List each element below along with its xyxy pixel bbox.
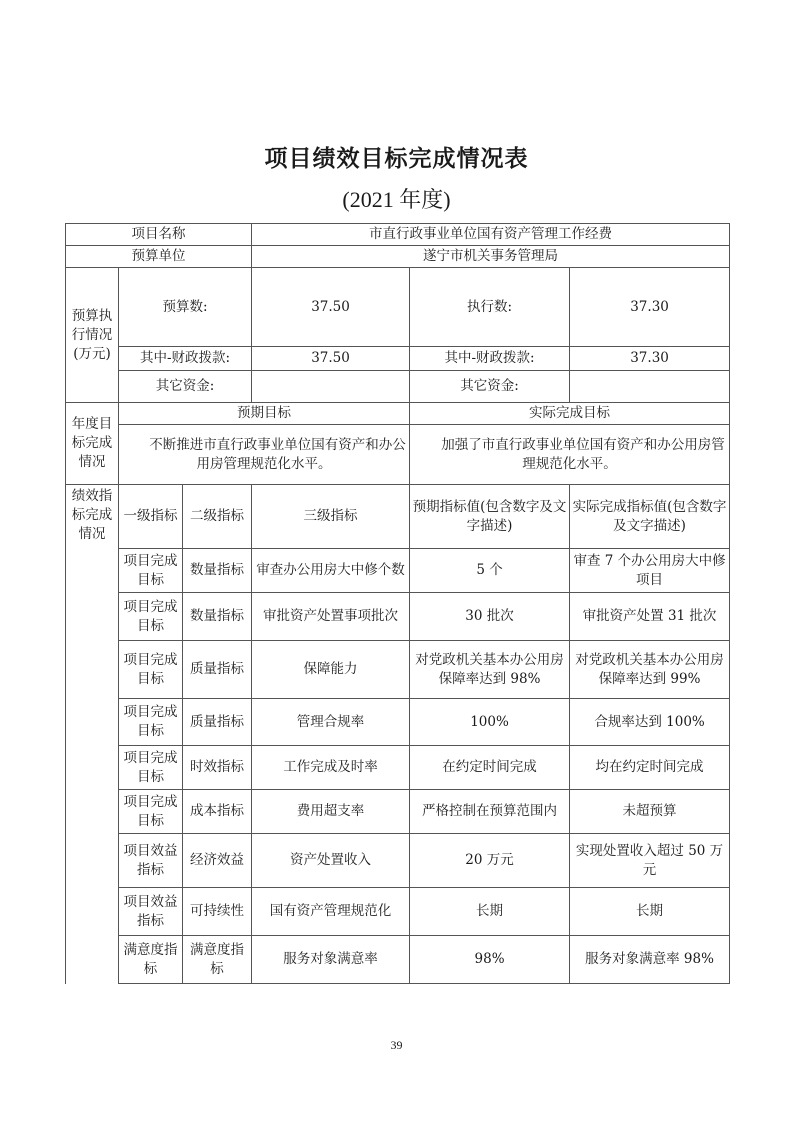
header-level3: 三级指标 [252, 485, 410, 549]
table-row [66, 549, 730, 593]
expected-cell: 长期 [410, 888, 570, 936]
expected-cell: 在约定时间完成 [410, 746, 570, 790]
table-row [66, 593, 730, 641]
level1-cell: 项目效益指标 [119, 888, 183, 936]
level2-cell: 可持续性 [183, 888, 252, 936]
level3-cell: 国有资产管理规范化 [252, 888, 410, 936]
expected-cell: 100% [410, 699, 570, 746]
level1-cell: 项目完成目标 [119, 746, 183, 790]
budget-unit-label: 预算单位 [66, 246, 252, 268]
actual-goal-text: 加强了市直行政事业单位国有资产和办公用房管理规范化水平。 [410, 425, 730, 485]
fiscal-exec-value: 37.30 [570, 347, 730, 371]
level1-cell: 项目完成目标 [119, 699, 183, 746]
other-funds-row [66, 371, 730, 403]
level3-cell: 管理合规率 [252, 699, 410, 746]
actual-cell: 对党政机关基本办公用房保障率达到 99% [570, 641, 730, 699]
table-row [66, 699, 730, 746]
performance-table [65, 223, 730, 984]
actual-cell: 均在约定时间完成 [570, 746, 730, 790]
level3-cell: 审查办公用房大中修个数 [252, 549, 410, 593]
header-actual: 实际完成指标值(包含数字及文字描述) [570, 485, 730, 549]
other-budget-label: 其它资金: [119, 371, 252, 403]
expected-cell: 98% [410, 936, 570, 984]
annual-text-row [66, 425, 730, 485]
exec-amount-value: 37.30 [570, 268, 730, 347]
level2-cell: 数量指标 [183, 549, 252, 593]
level2-cell: 质量指标 [183, 641, 252, 699]
other-exec-label: 其它资金: [410, 371, 570, 403]
indicator-section-label: 绩效指标完成情况 [66, 485, 119, 984]
project-name-row [66, 224, 730, 246]
table-row [66, 888, 730, 936]
annual-section-label: 年度目标完成情况 [66, 403, 119, 485]
expected-cell: 30 批次 [410, 593, 570, 641]
expected-cell: 20 万元 [410, 834, 570, 888]
annual-header-row [66, 403, 730, 425]
page-number: 39 [390, 1038, 403, 1052]
level1-cell: 项目完成目标 [119, 593, 183, 641]
level2-cell: 成本指标 [183, 790, 252, 834]
actual-cell: 审查 7 个办公用房大中修项目 [570, 549, 730, 593]
other-budget-value [252, 371, 410, 403]
actual-cell: 审批资产处置 31 批次 [570, 593, 730, 641]
level2-cell: 满意度指标 [183, 936, 252, 984]
level3-cell: 服务对象满意率 [252, 936, 410, 984]
level3-cell: 审批资产处置事项批次 [252, 593, 410, 641]
exec-amount-label: 执行数: [410, 268, 570, 347]
expected-cell: 严格控制在预算范围内 [410, 790, 570, 834]
level3-cell: 保障能力 [252, 641, 410, 699]
indicator-header-row [66, 485, 730, 549]
actual-cell: 合规率达到 100% [570, 699, 730, 746]
level2-cell: 经济效益 [183, 834, 252, 888]
level1-cell: 项目完成目标 [119, 641, 183, 699]
table-row [66, 936, 730, 984]
document-subtitle: (2021 年度) [342, 187, 451, 212]
budget-unit-row [66, 246, 730, 268]
level2-cell: 时效指标 [183, 746, 252, 790]
level1-cell: 项目完成目标 [119, 790, 183, 834]
fiscal-budget-value: 37.50 [252, 347, 410, 371]
table-row [66, 641, 730, 699]
expected-cell: 对党政机关基本办公用房保障率达到 98% [410, 641, 570, 699]
level2-cell: 数量指标 [183, 593, 252, 641]
fiscal-row [66, 347, 730, 371]
actual-cell: 实现处置收入超过 50 万元 [570, 834, 730, 888]
document-title: 项目绩效目标完成情况表 [264, 146, 529, 172]
level1-cell: 项目完成目标 [119, 549, 183, 593]
level3-cell: 工作完成及时率 [252, 746, 410, 790]
fiscal-exec-label: 其中-财政拨款: [410, 347, 570, 371]
budget-amount-value: 37.50 [252, 268, 410, 347]
level2-cell: 质量指标 [183, 699, 252, 746]
actual-goal-header: 实际完成目标 [410, 403, 730, 425]
level1-cell: 满意度指标 [119, 936, 183, 984]
actual-cell: 未超预算 [570, 790, 730, 834]
actual-cell: 服务对象满意率 98% [570, 936, 730, 984]
level3-cell: 费用超支率 [252, 790, 410, 834]
budget-row [66, 268, 730, 347]
project-name-label: 项目名称 [66, 224, 252, 246]
header-level2: 二级指标 [183, 485, 252, 549]
budget-section-label: 预算执行情况(万元) [66, 268, 119, 403]
table-row [66, 834, 730, 888]
project-name-value: 市直行政事业单位国有资产管理工作经费 [252, 224, 730, 246]
table-row [66, 746, 730, 790]
level3-cell: 资产处置收入 [252, 834, 410, 888]
expected-goal-header: 预期目标 [119, 403, 410, 425]
other-exec-value [570, 371, 730, 403]
actual-cell: 长期 [570, 888, 730, 936]
header-level1: 一级指标 [119, 485, 183, 549]
expected-goal-text: 不断推进市直行政事业单位国有资产和办公用房管理规范化水平。 [119, 425, 410, 485]
expected-cell: 5 个 [410, 549, 570, 593]
table-row [66, 790, 730, 834]
level1-cell: 项目效益指标 [119, 834, 183, 888]
budget-amount-label: 预算数: [119, 268, 252, 347]
fiscal-budget-label: 其中-财政拨款: [119, 347, 252, 371]
budget-unit-value: 遂宁市机关事务管理局 [252, 246, 730, 268]
header-expected: 预期指标值(包含数字及文字描述) [410, 485, 570, 549]
